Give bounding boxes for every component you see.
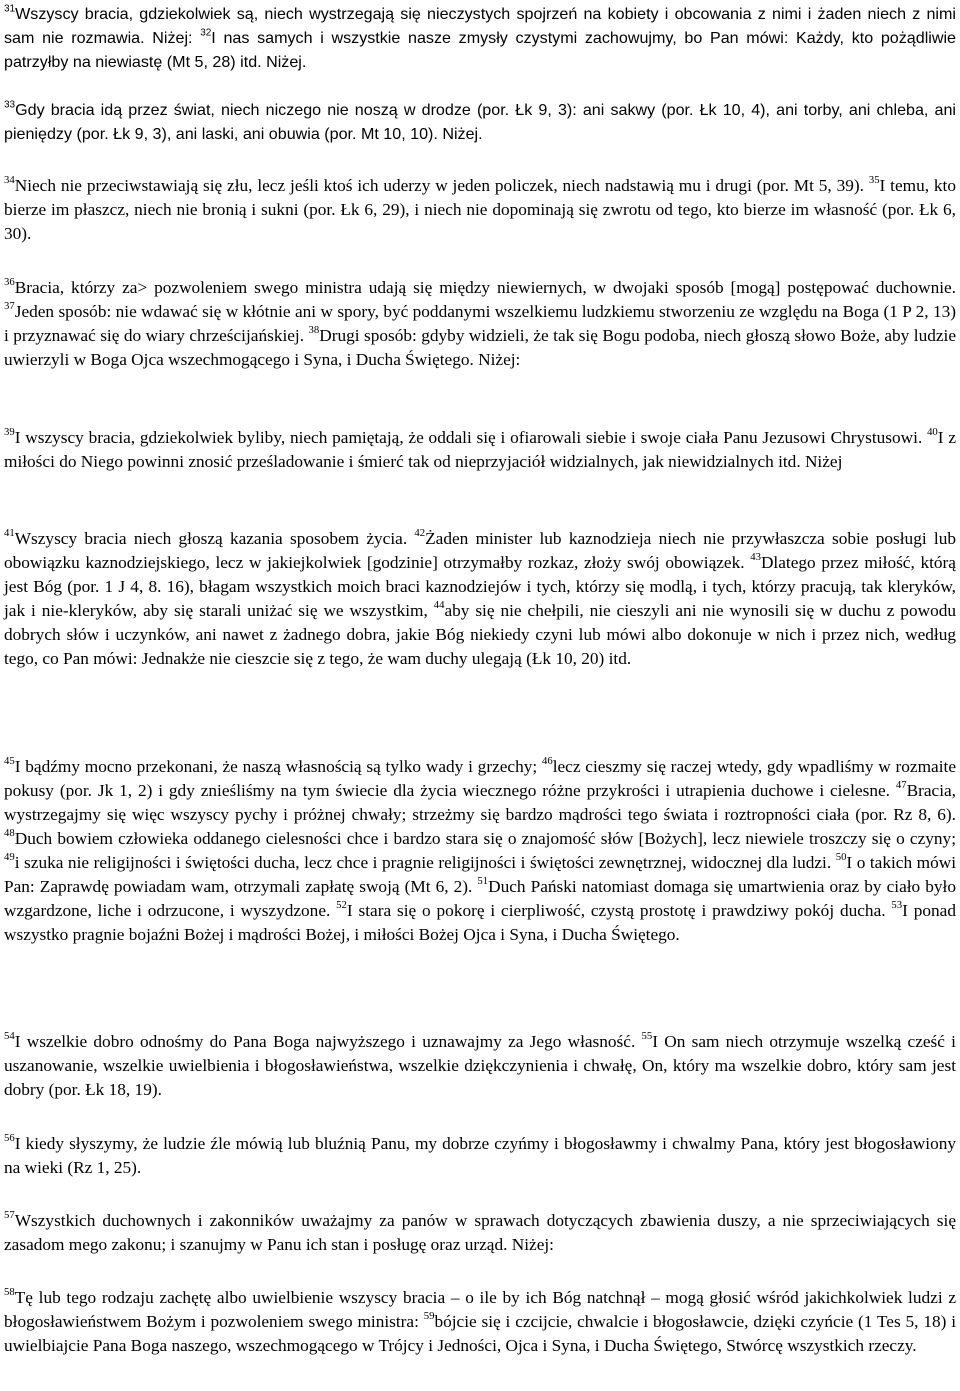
paragraph-verses-54-55 bbox=[4, 1030, 956, 1102]
paragraph-verses-58-59 bbox=[4, 1286, 956, 1358]
paragraph-verses-41-44 bbox=[4, 527, 956, 671]
verse-number: 55 bbox=[641, 1029, 653, 1042]
verse-text: I ponad wszystko pragnie bojaźni Bożej i mądrości Bożej, i miłości Bożej Ojca i Syna, i Ducha Świętego. bbox=[4, 901, 956, 944]
verse-number: 52 bbox=[336, 898, 347, 911]
sans-run bbox=[4, 5, 956, 71]
verse-text: Duch bowiem człowieka oddanego cielesności chce i bardzo stara się o znajomość słów [Bożych], lecz niewiele troszczy się o czyny; bbox=[14, 829, 956, 848]
verse-number: 32 bbox=[200, 27, 212, 39]
paragraph-verses-31-32 bbox=[4, 2, 956, 74]
paragraph-verses-34-35 bbox=[4, 174, 956, 246]
verse-number: 33 bbox=[4, 99, 16, 111]
verse-text: Gdy bracia idą przez świat, niech niczego nie noszą w drodze (por. Łk 9, 3): ani sakwy (por. Łk 10, 4), ani torby, ani chleba, ani pieniędzy (por. Łk 9, 3), ani laski, ani obuwia (por. Mt 10, 10). Niżej. bbox=[4, 101, 956, 143]
verse-text: Tę lub tego rodzaju zachętę albo uwielbienie wszyscy bracia – o ile by ich Bóg natchnął – mogą głosić wśród jakichkolwiek ludzi z błogosławieństwem Bożym i pozwoleniem swego ministra: bbox=[4, 1288, 956, 1331]
verse-number: 54 bbox=[4, 1029, 15, 1042]
verse-number: 49 bbox=[4, 850, 15, 863]
verse-text: I bądźmy mocno przekonani, że naszą własnością są tylko wady i grzechy; bbox=[14, 757, 542, 776]
verse-text: I o takich mówi Pan: Zaprawdę powiadam wam, otrzymali zapłatę swoją (Mt 6, 2). bbox=[4, 853, 956, 896]
verse-text: I stara się o pokorę i cierpliwość, czystą prostotę i prawdziwy pokój ducha. bbox=[346, 901, 892, 920]
paragraph-verses-36-38 bbox=[4, 276, 956, 372]
verse-text: Żaden minister lub kaznodzieja niech nie przywłaszcza sobie posługi lub obowiązku kaznodziejskiego, lecz w jakiejkolwiek [godzinie] otrzymałby rozkaz, złoży swój obowiązek. bbox=[4, 529, 956, 572]
verse-number: 50 bbox=[835, 850, 847, 863]
verse-number: 59 bbox=[423, 1309, 435, 1322]
verse-number: 45 bbox=[4, 754, 15, 767]
verse-text: bójcie się i czcijcie, chwalcie i błogosławcie, dzięki czyńcie (1 Tes 5, 18) i uwielbiajcie Pana Boga naszego, wszechmogącego w Trójcy i Jedności, Ojca i Syna, i Ducha Świętego, Stwórcę wszystkich rzeczy. bbox=[4, 1312, 956, 1355]
verse-number: 57 bbox=[4, 1208, 15, 1221]
verse-number: 36 bbox=[4, 275, 15, 288]
verse-number: 56 bbox=[4, 1131, 15, 1144]
verse-number: 46 bbox=[541, 754, 553, 767]
verse-number: 47 bbox=[895, 778, 907, 791]
verse-text: I z miłości do Niego powinni znosić prześladowanie i śmierć tak od nieprzyjaciół widzialnych, jak niewidzialnych itd. Niżej bbox=[4, 428, 956, 471]
verse-text: Bracia, którzy za> pozwoleniem swego ministra udają się między niewiernych, w dwojaki sposób [mogą] postępować duchownie. bbox=[14, 278, 956, 297]
verse-text: Drugi sposób: gdyby widzieli, że tak się Bogu podoba, niech głoszą słowo Boże, aby ludzie uwierzyli w Boga Ojca wszechmogącego i Syna, i Ducha Świętego. Niżej: bbox=[4, 326, 956, 369]
verse-number: 48 bbox=[4, 826, 15, 839]
verse-number: 42 bbox=[414, 526, 426, 539]
verse-number: 44 bbox=[433, 598, 445, 611]
verse-text: Wszyscy bracia niech głoszą kazania sposobem życia. bbox=[14, 529, 415, 548]
verse-number: 40 bbox=[927, 425, 938, 438]
verse-text: Niech nie przeciwstawiają się złu, lecz jeśli ktoś ich uderzy w jeden policzek, niech nadstawią mu i drugi (por. Mt 5, 39). bbox=[14, 176, 869, 195]
verse-number: 51 bbox=[477, 874, 489, 887]
verse-number: 31 bbox=[4, 3, 16, 15]
verse-text: i szuka nie religijności i świętości ducha, lecz chce i pragnie religijności i świętości zewnętrznej, widocznej dla ludzi. bbox=[14, 853, 836, 872]
verse-text: I wszyscy bracia, gdziekolwiek byliby, niech pamiętają, że oddali się i ofiarowali siebie i swoje ciała Panu Jezusowi Chrystusowi. bbox=[14, 428, 928, 447]
verse-number: 34 bbox=[4, 173, 15, 186]
paragraph-verse-33 bbox=[4, 98, 956, 146]
verse-text: Jeden sposób: nie wdawać się w kłótnie ani w spory, być poddanymi wszelkiemu ludzkiemu stworzeniu ze względu na Boga (1 P 2, 13) i przyznawać się do wiary chrześcijańskiej. bbox=[4, 302, 956, 345]
verse-text: Dlatego przez miłość, którą jest Bóg (por. 1 J 4, 8. 16), błagam wszystkich moich braci kaznodziejów i tych, którzy się modlą, i tych, którzy pracują, tak kleryków, jak i nie-kleryków, aby się starali uniżać się we wszystkim, bbox=[4, 553, 956, 620]
verse-number: 41 bbox=[4, 526, 15, 539]
verse-number: 38 bbox=[308, 323, 320, 336]
paragraph-verses-45-53 bbox=[4, 755, 956, 947]
verse-text: I temu, kto bierze im płaszcz, niech nie bronią i sukni (por. Łk 6, 29), i niech nie dopominają się zwrotu od tego, kto bierze im własność (por. Łk 6, 30). bbox=[4, 176, 956, 243]
verse-text: Wszyscy bracia, gdziekolwiek są, niech wystrzegają się nieczystych spojrzeń na kobiety i obcowania z nimi i żaden niech z nimi sam nie rozmawia. Niżej: bbox=[4, 5, 956, 47]
verse-text: I nas samych i wszystkie nasze zmysły czystymi zachowujmy, bo Pan mówi: Każdy, kto pożądliwie patrzyłby na niewiastę (Mt 5, 28) itd. Niżej. bbox=[4, 29, 956, 71]
verse-text: Wszystkich duchownych i zakonników uważajmy za panów w sprawach dotyczących zbawienia duszy, a nie sprzeciwiających się zasadom mego zakonu; i szanujmy w Panu ich stan i posługę oraz urząd. Niżej: bbox=[4, 1211, 956, 1254]
paragraph-verses-39-40 bbox=[4, 426, 956, 474]
verse-number: 37 bbox=[4, 299, 15, 312]
verse-text: Bracia, wystrzegajmy się więc wszyscy pychy i próżnej chwały; strzeżmy się bardzo mądrości tego świata i roztropności ciała (por. Rz 8, 6). bbox=[4, 781, 956, 824]
paragraph-verse-56 bbox=[4, 1132, 956, 1180]
verse-text: aby się nie chełpili, nie cieszyli ani nie wynosili się w duchu z powodu dobrych słów i uczynków, ani nawet z żadnego dobra, jakie Bóg niekiedy czyni lub mówi albo dokonuje w nich i przez nich, według tego, co Pan mówi: Jednakże nie cieszcie się z tego, że wam duchy ulegają (Łk 10, 20) itd. bbox=[4, 601, 956, 668]
verse-text: lecz cieszmy się raczej wtedy, gdy wpadliśmy w rozmaite pokusy (por. Jk 1, 2) i gdy znieśliśmy na tym świecie dla życia wiecznego różne przykrości i utrapienia duchowe i cielesne. bbox=[4, 757, 956, 800]
verse-number: 53 bbox=[891, 898, 903, 911]
verse-number: 39 bbox=[4, 425, 15, 438]
verse-text: Duch Pański natomiast domaga się umartwienia oraz by ciało było wzgardzone, liche i odrzucone, i wyszydzone. bbox=[4, 877, 956, 920]
paragraph-verse-57 bbox=[4, 1209, 956, 1257]
verse-text: I On sam niech otrzymuje wszelką cześć i uszanowanie, wszelkie uwielbienia i błogosławieństwa, wszelkie dziękczynienia i chwałę, On, który ma wszelkie dobro, który sam jest dobry (por. Łk 18, 19). bbox=[4, 1032, 956, 1099]
verse-number: 35 bbox=[868, 173, 880, 186]
verse-text: I wszelkie dobro odnośmy do Pana Boga najwyższego i uznawajmy za Jego własność. bbox=[14, 1032, 642, 1051]
verse-text: I kiedy słyszymy, że ludzie źle mówią lub bluźnią Panu, my dobrze czyńmy i błogosławmy i chwalmy Pana, który jest błogosławiony na wieki (Rz 1, 25). bbox=[4, 1134, 956, 1177]
verse-number: 43 bbox=[750, 550, 761, 563]
verse-number: 58 bbox=[4, 1285, 15, 1298]
